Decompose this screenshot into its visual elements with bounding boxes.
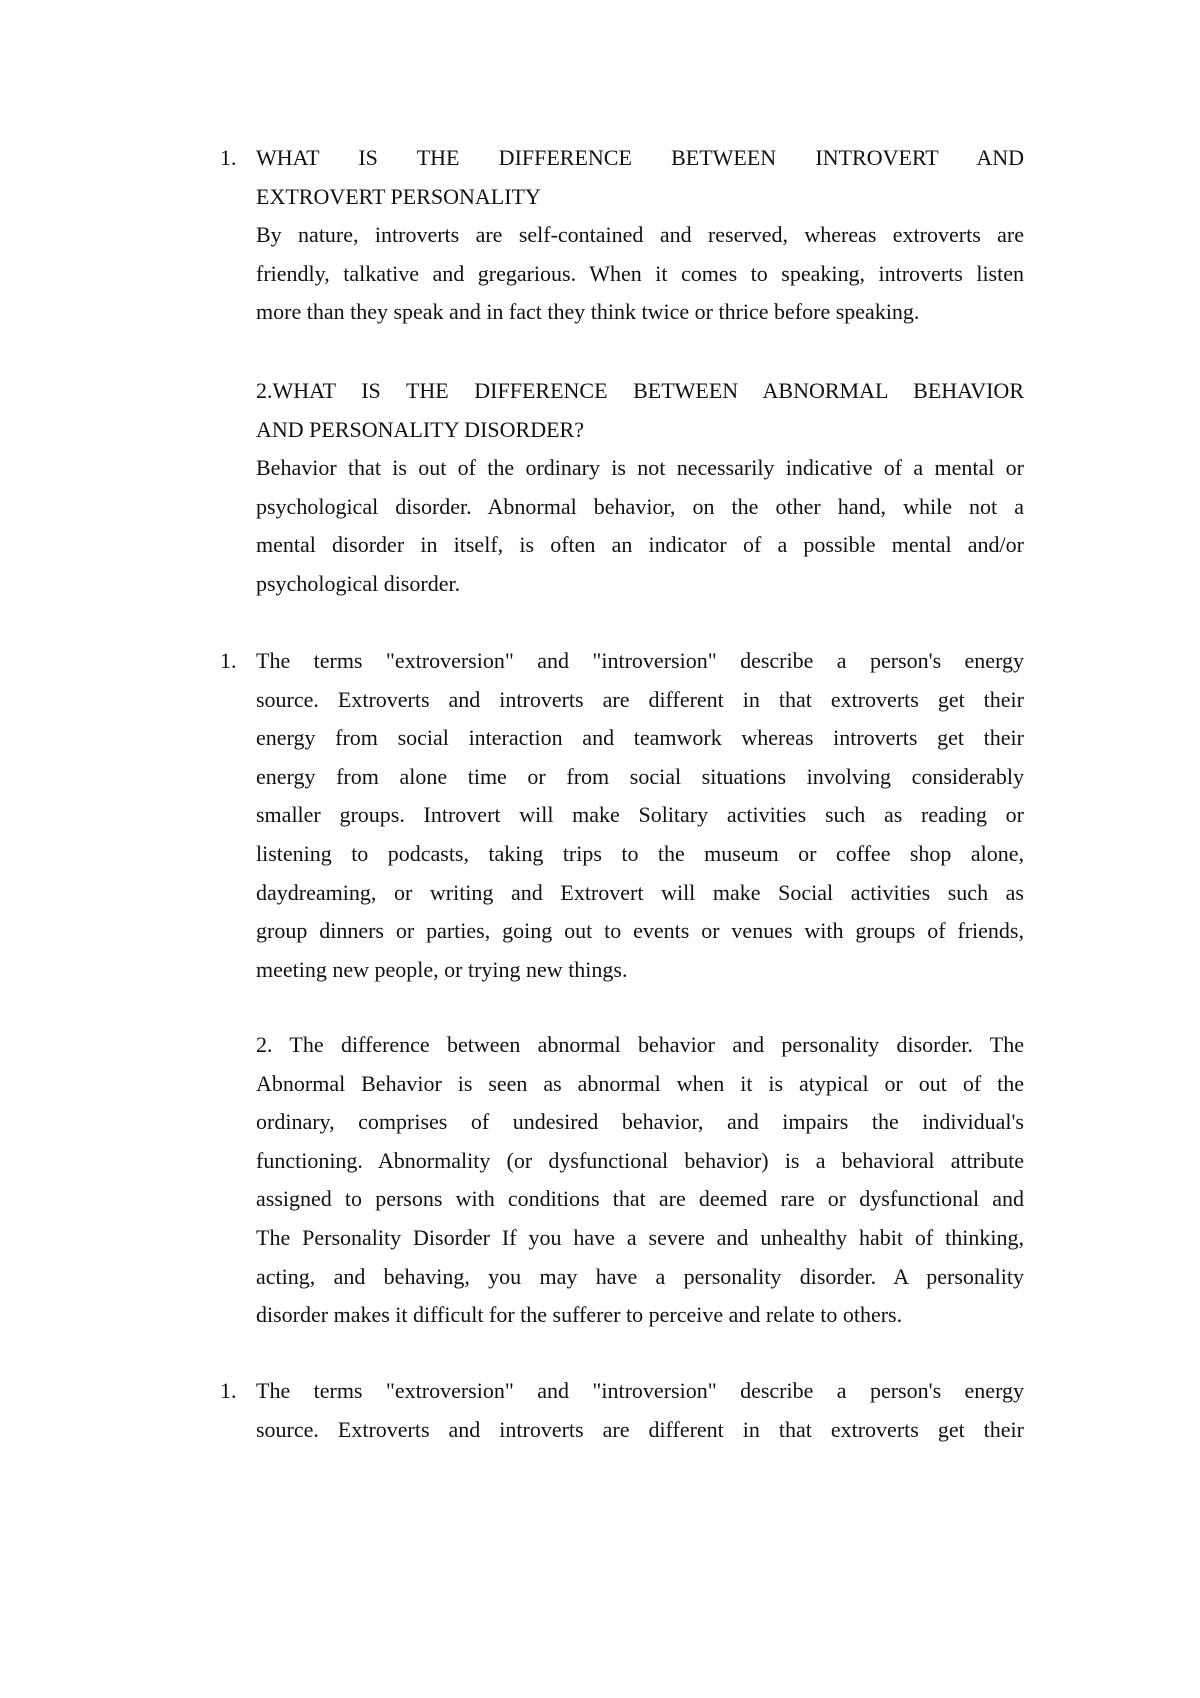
list-number: 1.	[220, 648, 237, 673]
text-line: Behavior that is out of the ordinary is not necessarily indicative of a mental or	[256, 455, 1024, 481]
text-line: The Personality Disorder If you have a severe and unhealthy habit of thinking,	[256, 1225, 1024, 1250]
text-line: mental disorder in itself, is often an indicator of a possible mental and/or	[256, 532, 1024, 558]
list-number: 1.	[220, 145, 237, 170]
text-line: ordinary, comprises of undesired behavior, and impairs the individual's	[256, 1109, 1024, 1135]
text-line: group dinners or parties, going out to events or venues with groups of friends,	[256, 918, 1024, 944]
text-line: smaller groups. Introvert will make Solitary activities such as reading or	[256, 802, 1024, 828]
text-line: assigned to persons with conditions that are deemed rare or dysfunctional and	[256, 1186, 1024, 1212]
text-line: psychological disorder.	[256, 571, 461, 596]
text-line: acting, and behaving, you may have a personality disorder. A personality	[256, 1263, 1024, 1289]
text-line: WHAT IS THE DIFFERENCE BETWEEN INTROVERT AND	[256, 145, 1024, 170]
text-line: By nature, introverts are self-contained and reserved, whereas extroverts are	[256, 222, 1024, 248]
text-line: Abnormal Behavior is seen as abnormal when it is atypical or out of the	[256, 1070, 1024, 1096]
text-line: source. Extroverts and introverts are different in that extroverts get their	[256, 686, 1024, 712]
text-line: The terms "extroversion" and "introversion" describe a person's energy	[256, 1378, 1024, 1403]
text-line: AND PERSONALITY DISORDER?	[256, 416, 584, 442]
list-number: 1.	[220, 1378, 237, 1403]
text-line: source. Extroverts and introverts are different in that extroverts get their	[256, 1416, 1024, 1442]
text-line: daydreaming, or writing and Extrovert will make Social activities such as	[256, 879, 1024, 905]
text-line: functioning. Abnormality (or dysfunctional behavior) is a behavioral attribute	[256, 1147, 1024, 1173]
text-line: 2.WHAT IS THE DIFFERENCE BETWEEN ABNORMAL BEHAVIOR	[256, 378, 1024, 403]
text-line: listening to podcasts, taking trips to the museum or coffee shop alone,	[256, 841, 1024, 866]
text-line: more than they speak and in fact they think twice or thrice before speaking.	[256, 299, 920, 325]
text-line: psychological disorder. Abnormal behavior, on the other hand, while not a	[256, 493, 1024, 519]
text-line: The terms "extroversion" and "introversion" describe a person's energy	[256, 648, 1024, 673]
text-line: EXTROVERT PERSONALITY	[256, 183, 541, 209]
text-line: friendly, talkative and gregarious. When it comes to speaking, introverts listen	[256, 260, 1024, 286]
text-line: energy from alone time or from social situations involving considerably	[256, 763, 1024, 789]
text-line: meeting new people, or trying new things.	[256, 956, 628, 982]
text-line: energy from social interaction and teamwork whereas introverts get their	[256, 725, 1024, 751]
text-line: disorder makes it difficult for the sufferer to perceive and relate to others.	[256, 1302, 903, 1328]
text-line: 2. The difference between abnormal behavior and personality disorder. The	[256, 1032, 1024, 1057]
